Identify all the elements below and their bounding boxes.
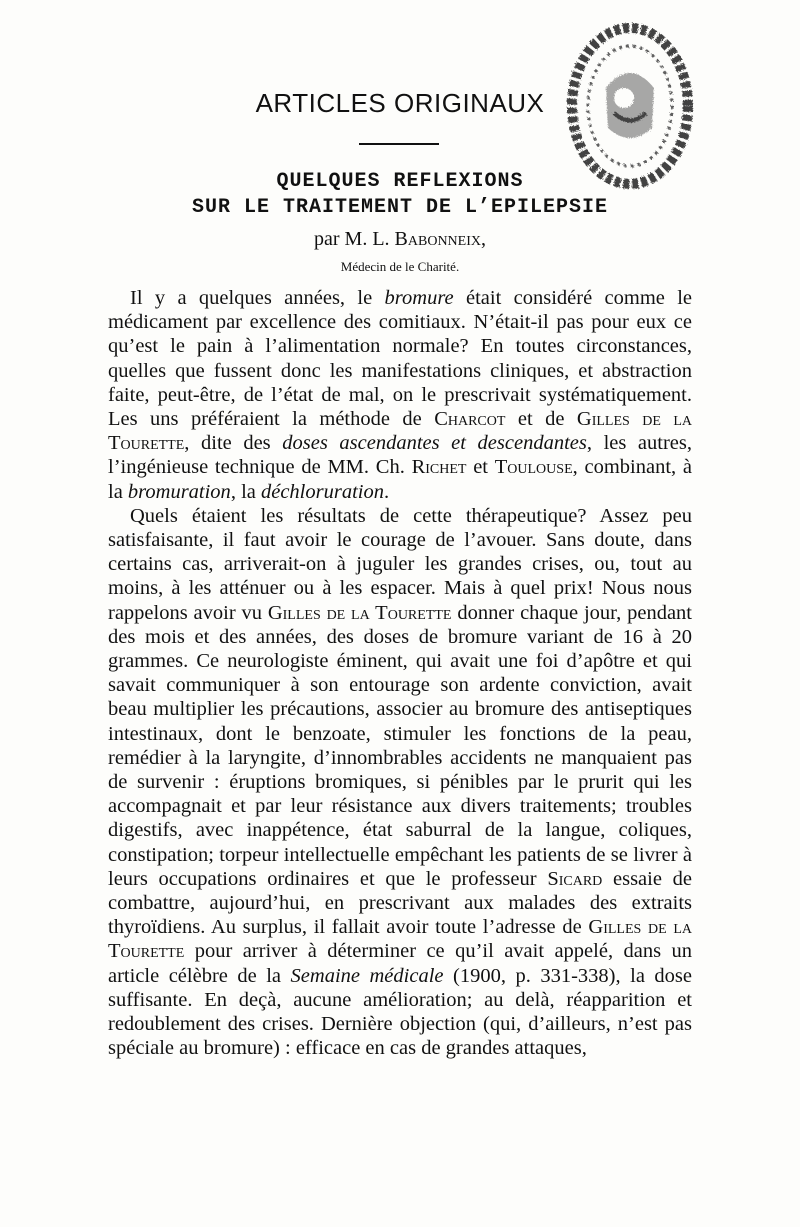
text-run: , les autres, l’ingénieuse technique de MM. Ch. <box>108 432 692 479</box>
emphasis: bromure <box>384 287 454 309</box>
text-run: et de <box>505 408 577 431</box>
emphasis: bromuration <box>127 480 231 503</box>
author-line <box>180 228 620 251</box>
proper-name: Gilles de la Tourette <box>267 601 452 624</box>
heading-divider <box>359 143 439 145</box>
text-run: essaie de combattre, aujourd’hui, en prescrivant aux malades des extraits thyroïdiens. Au surplus, il fallait avoir toute l’adresse de <box>108 867 693 939</box>
paragraph-1 <box>108 286 692 504</box>
proper-name: Gilles de la Tourette <box>108 408 692 455</box>
proper-name: Sicard <box>547 867 603 890</box>
text-run: (1900, p. 331-338), la dose suffisante. En deçà, aucune amélioration; au delà, réapparition et redoublement des crises. Dernière objection (qui, d’ailleurs, n’est pas spéciale au bromure) : efficace en cas de grandes attaques, <box>108 964 692 1060</box>
author-prefix: par M. L. <box>314 228 390 250</box>
text-run: . <box>383 480 390 503</box>
emphasis: Semaine médicale <box>290 964 444 987</box>
proper-name: Toulouse <box>494 456 573 479</box>
text-run: , la <box>230 480 261 503</box>
proper-name: Richet <box>411 456 467 479</box>
proper-name: Gilles de la Tourette <box>108 916 693 963</box>
text-run: était considéré comme le médicament par excellence des comitiaux. N’était-il pas pour eux ce qu’est le pain à l’alimentation normale? En toutes circonstances, quelles que fussent donc les manifestations cliniques, et abstraction faite, peut-être, de l’état de mal, on le prescrivait systématiquement. Les uns préféraient la méthode de <box>108 287 693 431</box>
text-run: Il y a quelques années, le <box>130 287 385 309</box>
article-title-line-1: QUELQUES REFLEXIONS <box>276 170 524 193</box>
author-name: Babonneix, <box>394 228 486 250</box>
article-body <box>108 286 692 1061</box>
text-run: Quels étaient les résultats de cette thérapeutique? Assez peu satisfaisante, il faut avoir le courage de l’avouer. Sans doute, dans certains cas, arriverait-on à juguler les grandes crises, ou, tout au moins, à les atténuer ou à les espacer. Mais à quel prix! Nous nous rappelons avoir vu <box>108 504 692 624</box>
section-heading: ARTICLES ORIGINAUX <box>255 88 545 118</box>
text-run: , dite des <box>184 432 283 455</box>
paragraph-2 <box>108 504 692 1061</box>
text-run: donner chaque jour, pendant des mois et des années, des doses de bromure variant de 16 à 20 grammes. Ce neurologiste éminent, qui avait une foi d’apôtre et qui savait communiquer à son entourage son ardente conviction, avait beau multiplier les précautions, associer au bromure des antiseptiques intestinaux, dont le benzoate, stimuler les fonctions de la peau, remédier à la laryngite, d’innombrables accidents ne manquaient pas de survenir : éruptions bromiques, si pénibles par le prurit qui les accompagnait et par leur résistance aux divers traitements; troubles digestifs, avec inappétence, état saburral de la langue, coliques, constipation; torpeur intellectuelle empêchant les patients de se livrer à leurs occupations ordinaires et que le professeur <box>108 601 693 890</box>
proper-name: Charcot <box>434 408 506 431</box>
article-title-line-2: SUR LE TRAITEMENT DE L’EPILEPSIE <box>191 196 609 219</box>
text-run: pour arriver à déterminer ce qu’il avait appelé, dans un article célèbre de la <box>108 940 692 987</box>
emphasis: doses ascendantes et descendantes <box>282 432 587 455</box>
emphasis: déchloruration <box>260 480 384 503</box>
text-run: , combinant, à la <box>108 456 692 503</box>
author-affiliation: Médecin de le Charité. <box>340 259 460 274</box>
text-run: et <box>466 456 495 479</box>
